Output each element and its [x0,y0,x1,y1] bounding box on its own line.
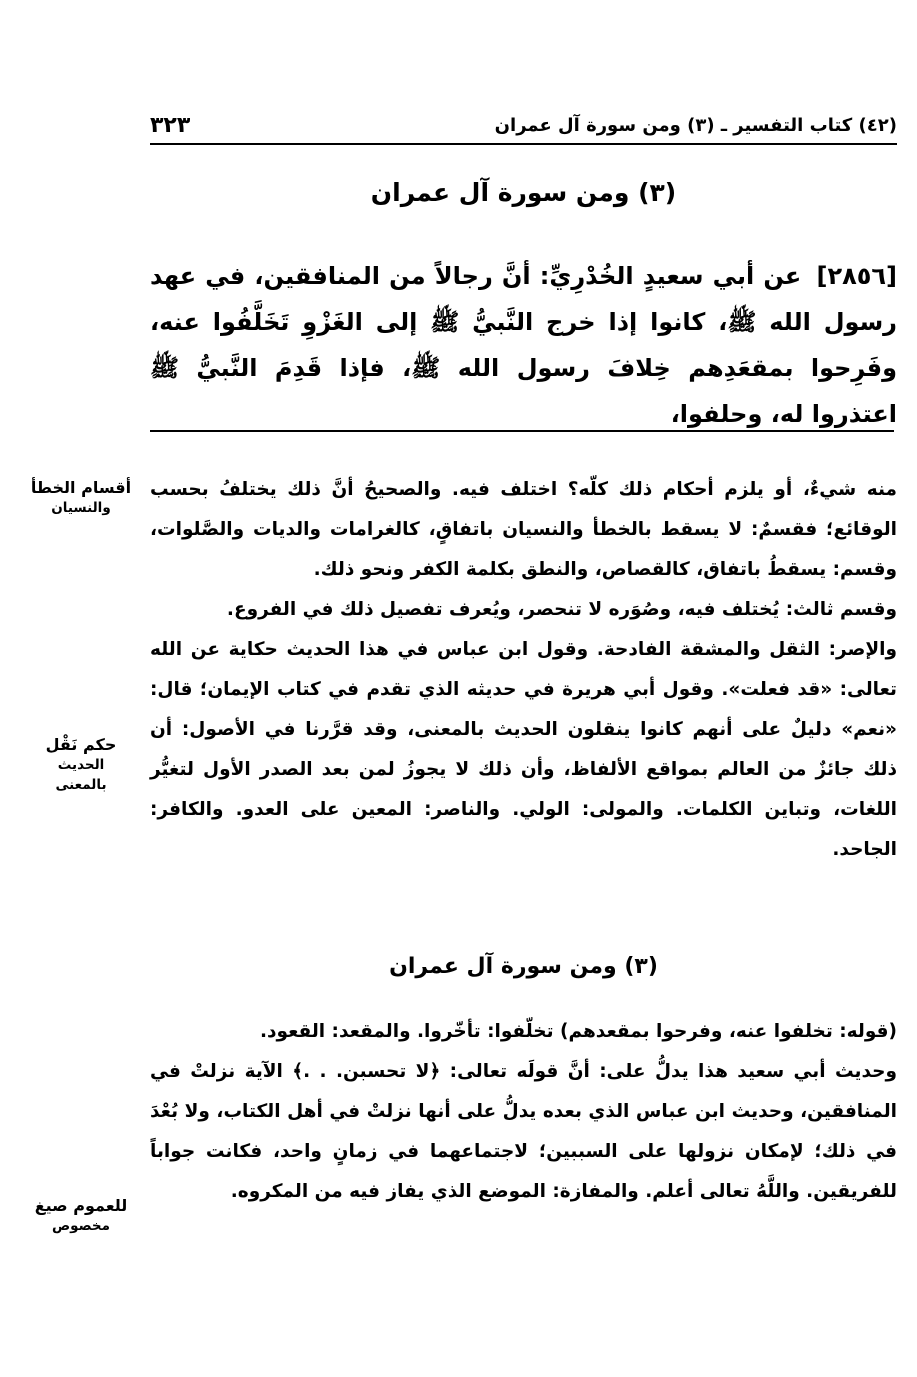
margin-note-line: الحديث [57,757,105,773]
footnote-divider [150,430,894,432]
commentary-paragraph: منه شيءٌ، أو يلزم أحكام ذلك كلّه؟ اختلف فيه. والصحيحُ أنَّ ذلك يختلفُ بحسب الوقائع؛ فقسمٌ: لا يسقط بالخطأ والنسيان باتفاقٍ، كالغرامات والديات والصَّلوات، وقسم: يسقطُ باتفاق، كالقصاص، والنطق بكلمة الكفر ونحو ذلك. [150,479,897,580]
hadith-number: [٢٨٥٦] [816,262,898,290]
margin-note-line: أقسام الخطأ [30,478,132,497]
commentary-block-1 [150,470,897,870]
margin-note-line: مخصوص [51,1218,110,1234]
margin-note-line: بالمعنى [55,777,107,793]
margin-note-line: للعموم صيغ [34,1196,128,1215]
commentary-paragraph: (قوله: تخلفوا عنه، وفرحوا بمقعدهم) تخلّفوا: تأخّروا. والمقعد: القعود. [259,1021,897,1042]
page-number: ٣٢٣ [150,112,191,138]
margin-note-error-forgetfulness [22,478,140,518]
commentary-paragraph: وقسم ثالث: يُختلف فيه، وصُوَره لا تنحصر، ويُعرف تفصيل ذلك في الفروع. [226,599,897,620]
section-heading-2: (٣) ومن سورة آل عمران [389,954,658,979]
commentary-paragraph: والإصر: الثقل والمشقة الفادحة. وقول ابن عباس في هذا الحديث حكاية عن الله تعالى: «قد فعلت». وقول أبي هريرة في حديثه الذي تقدم في كتاب الإيمان؛ قال: «نعم» دليلٌ على أنهم كانوا ينقلون الحديث بالمعنى، وقد قرَّرنا في الأصول: أن ذلك جائزٌ من العالم بمواقع الألفاظ، وأن ذلك لا يجوزُ لمن بعد الصدر الأول لتغيُّر اللغات، وتباين الكلمات. والمولى: الولي. والناصر: المعين على العدو. والكافر: الجاحد. [150,639,897,860]
running-header [150,108,897,142]
running-title: (٤٢) كتاب التفسير ـ (٣) ومن سورة آل عمران [494,114,897,136]
margin-note-narration-by-meaning [22,735,140,795]
margin-note-line: حكم نَقْل [45,735,117,754]
hadith-text: عن أبي سعيدٍ الخُدْرِيِّ: أنَّ رجالاً من المنافقين، في عهد رسول الله ﷺ، كانوا إذا خرج النَّبيُّ ﷺ إلى الغَزْوِ تَخَلَّفُوا عنه، وفَرِحوا بمقعَدِهم خِلافَ رسول الله ﷺ، فإذا قَدِمَ النَّبيُّ ﷺ اعتذروا له، وحلفوا، [150,262,897,428]
hadith-text-block [150,253,897,437]
margin-note-line: والنسيان [51,500,111,516]
section-heading: (٣) ومن سورة آل عمران [370,178,677,207]
margin-note-general-forms [22,1196,140,1236]
commentary-paragraph: وحديث أبي سعيد هذا يدلُّ على: أنَّ قولَه تعالى: ﴿لا تحسبن. . .﴾ الآية نزلتْ في المنافقين، وحديث ابن عباس الذي بعده يدلُّ على أنها نزلتْ في أهل الكتاب، ولا بُعْدَ في ذلك؛ لإمكان نزولها على السببين؛ لاجتماعهما في زمانٍ واحد، فكانت جواباً للفريقين. واللَّهُ تعالى أعلم. والمفازة: الموضع الذي يفاز فيه من المكروه. [150,1061,897,1202]
commentary-block-2 [150,1012,897,1212]
header-rule [150,143,897,145]
